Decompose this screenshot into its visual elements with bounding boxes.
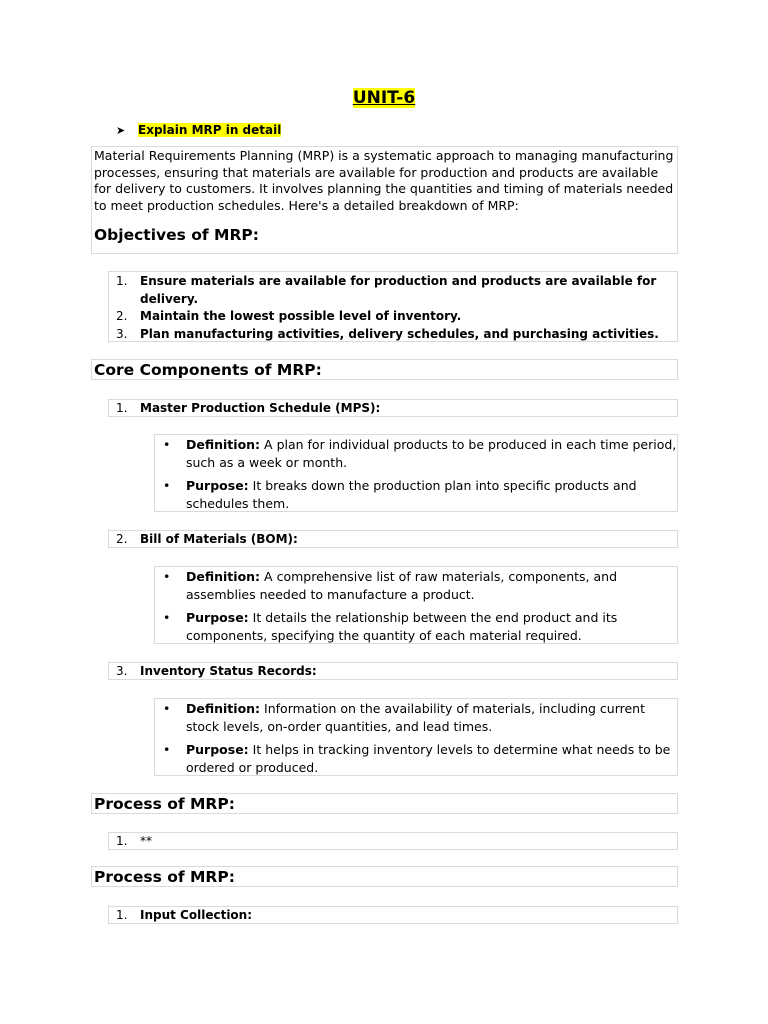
definition-item <box>155 436 677 471</box>
intro-block <box>91 146 678 254</box>
component-label: Master Production Schedule (MPS): <box>140 401 381 415</box>
purpose-item <box>155 741 677 776</box>
list-number: 1. <box>116 834 128 848</box>
list-item <box>109 273 677 308</box>
bullet-dot-icon: • <box>163 437 171 452</box>
component-row <box>108 662 678 680</box>
component-row <box>108 530 678 548</box>
list-number: 3. <box>116 664 128 678</box>
page-title: UNIT-6 <box>352 88 416 108</box>
question-line <box>116 123 281 137</box>
objectives-list <box>108 271 678 342</box>
component-label: Bill of Materials (BOM): <box>140 532 298 546</box>
purpose-label: Purpose: <box>186 610 249 625</box>
bullet-dot-icon: • <box>163 478 171 493</box>
definition-text: A comprehensive list of raw materials, components, and assemblies needed to manufacture a product. <box>186 569 618 602</box>
definition-text: A plan for individual products to be produced in each time period, such as a week or month. <box>186 437 677 470</box>
question-text: Explain MRP in detail <box>138 123 282 137</box>
page-title-wrap <box>0 88 768 108</box>
definition-item <box>155 568 677 603</box>
definition-text: Information on the availability of materials, including current stock levels, on-order quantities, and lead times. <box>186 701 646 734</box>
purpose-item <box>155 477 677 512</box>
list-text: Ensure materials are available for production and products are available for delivery. <box>140 274 657 306</box>
process-row <box>108 832 678 850</box>
process-row <box>108 906 678 924</box>
list-number: 1. <box>116 401 128 415</box>
core-components-heading: Core Components of MRP: <box>91 359 678 380</box>
definition-label: Definition: <box>186 701 261 716</box>
bullet-dot-icon: • <box>163 610 171 625</box>
bullet-dot-icon: • <box>163 701 171 716</box>
purpose-label: Purpose: <box>186 478 249 493</box>
process-heading: Process of MRP: <box>91 793 678 814</box>
list-item <box>109 326 677 344</box>
process-text: Input Collection: <box>140 908 253 922</box>
bullet-dot-icon: • <box>163 569 171 584</box>
component-details <box>154 434 678 512</box>
definition-label: Definition: <box>186 569 261 584</box>
definition-item <box>155 700 677 735</box>
component-row <box>108 399 678 417</box>
arrow-bullet-icon: ➤ <box>116 124 126 137</box>
list-item <box>109 308 677 326</box>
list-text: Plan manufacturing activities, delivery schedules, and purchasing activities. <box>140 326 659 341</box>
purpose-item <box>155 609 677 644</box>
component-details <box>154 566 678 644</box>
process-heading: Process of MRP: <box>91 866 678 887</box>
purpose-label: Purpose: <box>186 742 249 757</box>
purpose-text: It helps in tracking inventory levels to determine what needs to be ordered or produced. <box>186 742 671 775</box>
component-details <box>154 698 678 776</box>
objectives-heading: Objectives of MRP: <box>94 226 259 245</box>
list-number: 2. <box>116 309 128 323</box>
definition-label: Definition: <box>186 437 261 452</box>
list-number: 3. <box>116 326 128 341</box>
list-number: 2. <box>116 532 128 546</box>
process-text: ** <box>140 834 152 848</box>
list-text: Maintain the lowest possible level of inventory. <box>140 309 462 323</box>
bullet-dot-icon: • <box>163 742 171 757</box>
purpose-text: It details the relationship between the end product and its components, specifying the quantity of each material required. <box>186 610 618 643</box>
component-label: Inventory Status Records: <box>140 664 317 678</box>
intro-paragraph: Material Requirements Planning (MRP) is a systematic approach to managing manufacturing processes, ensuring that materials are available for production and products are available for delivery to customers. It involves planning the quantities and timing of materials needed to meet production schedules. Here's a detailed breakdown of MRP: <box>94 148 674 213</box>
purpose-text: It breaks down the production plan into specific products and schedules them. <box>186 478 637 511</box>
list-number: 1. <box>116 274 128 288</box>
list-number: 1. <box>116 908 128 922</box>
